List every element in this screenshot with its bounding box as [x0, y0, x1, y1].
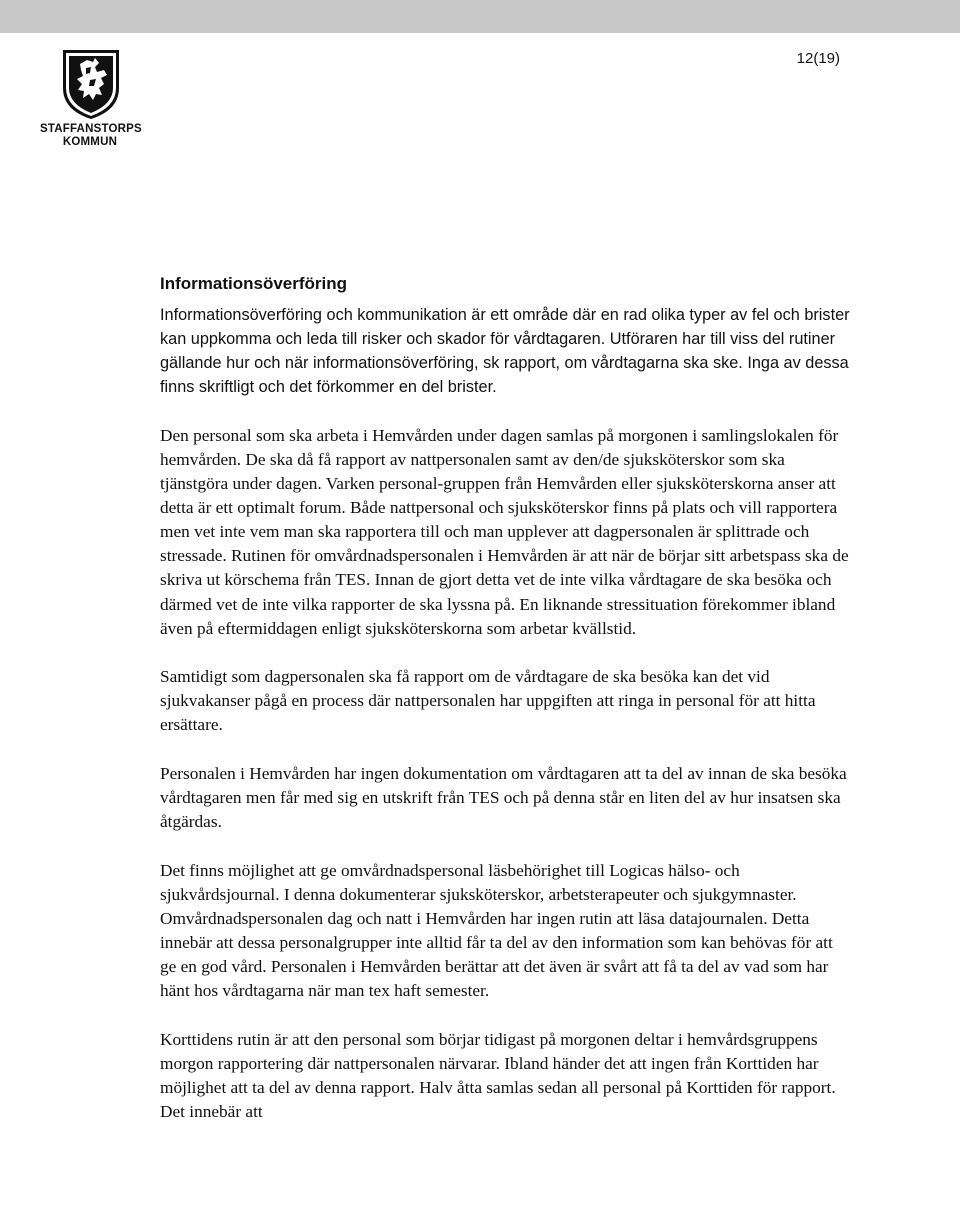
paragraph-4: Personalen i Hemvården har ingen dokumentation om vårdtagaren att ta del av innan de ska besöka vårdtagaren men får med sig en utskrift från TES och på denna står en liten del av hur insatsen ska åtgärdas.	[160, 764, 847, 832]
paragraph-5: Det finns möjlighet att ge omvårdnadspersonal läsbehörighet till Logicas hälso- och sjukvårdsjournal. I denna dokumenterar sjuksköterskor, arbetsterapeuter och sjukgymnaster. Omvårdnadspersonalen dag och natt i Hemvården har ingen rutin att läsa datajournalen. Detta innebär att dessa personalgrupper inte alltid får ta del av den information som kan behövas för att ge en god vård. Personalen i Hemvården berättar att det även är svårt att få ta del av vad som har hänt hos vårdtagarna när man tex haft semester.	[160, 860, 833, 1001]
top-strip	[0, 0, 960, 33]
staffanstorp-logo	[40, 48, 140, 150]
logo-text-line1: STAFFANSTORPS	[40, 123, 142, 135]
logo-text-line2: KOMMUN	[62, 136, 118, 148]
page-number: 12(19)	[796, 50, 840, 67]
section-heading: Informationsöverföring	[160, 274, 348, 293]
paragraph-2: Den personal som ska arbeta i Hemvården under dagen samlas på morgonen i samlingslokalen för hemvården. De ska då få rapport av nattpersonalen samt av den/de sjuksköterskor som ska tjänstgöra under dagen. Varken personal-gruppen från Hemvården eller sjuksköterskorna anser att detta är ett optimalt forum. Både nattpersonal och sjuksköterskor finns på plats och vill rapportera men vet inte vem man ska rapportera till och man upplever att dagpersonalen är splittrade och stressade. Rutinen för omvårdnadspersonalen i Hemvården är att när de börjar sitt arbetspass ska de skriva ut körschema från TES. Innan de gjort detta vet de inte vilka vårdtagare de ska besöka och därmed vet de inte vilka rapporter de ska lyssna på. En liknande stressituation förekommer ibland även på eftermiddagen enligt sjuksköterskorna som arbetar kvällstid.	[160, 425, 849, 638]
paragraph-6: Korttidens rutin är att den personal som börjar tidigast på morgonen deltar i hemvårdsgruppens morgon rapportering där nattpersonalen närvarar. Ibland händer det att ingen från Korttiden har möjlighet att ta del av denna rapport. Halv åtta samlas sedan all personal på Korttiden för rapport. Det innebär att	[160, 1029, 836, 1122]
paragraph-1: Informationsöverföring och kommunikation är ett område där en rad olika typer av fel och brister kan uppkomma och leda till risker och skador för vårdtagaren. Utföraren har till viss del rutiner gällande hur och när informationsöverföring, sk rapport, om vårdtagarna ska ske. Inga av dessa finns skriftligt och det förkommer en del brister.	[160, 306, 850, 397]
coat-of-arms-icon	[60, 48, 122, 120]
paragraph-3: Samtidigt som dagpersonalen ska få rapport om de vårdtagare de ska besöka kan det vid sjukvakanser pågå en process där nattpersonalen har uppgiften att ringa in personal för att hitta ersättare.	[160, 667, 816, 735]
document-body	[160, 273, 850, 1149]
